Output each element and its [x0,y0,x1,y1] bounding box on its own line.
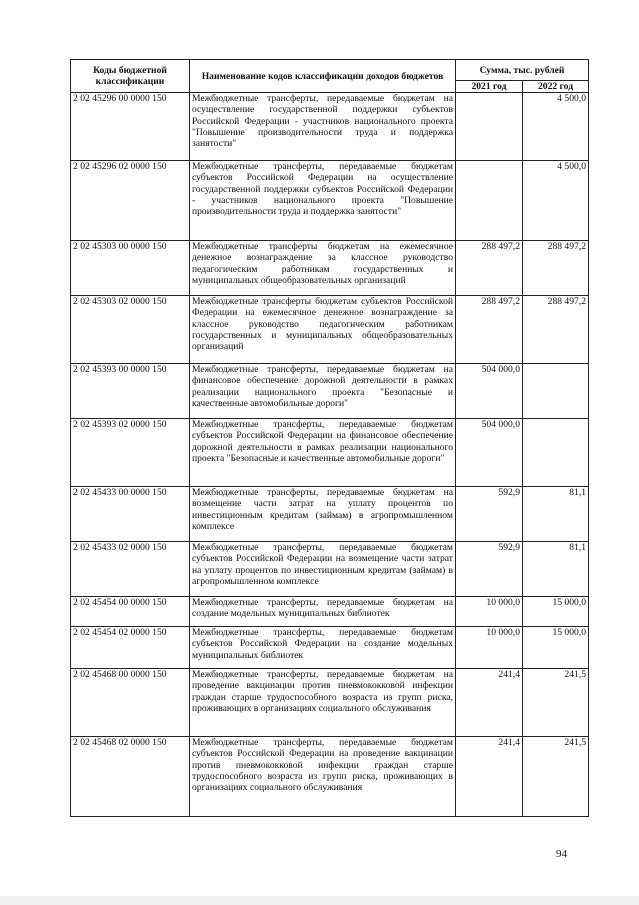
name-cell: Межбюджетные трансферты, передаваемые бюджетам субъектов Российской Федерации на финансовое обеспечение дорожной деятельности в рамках реализации национального проекта "Безопасные и качественные автомобильные дороги" [190,419,456,487]
header-year-2022: 2022 год [523,81,589,93]
sum-2021-cell: 288 497,2 [456,241,523,296]
code-cell: 2 02 45454 00 0000 150 [71,597,190,627]
sum-2022-cell: 241,5 [523,737,589,817]
name-cell: Межбюджетные трансферты, передаваемые бюджетам субъектов Российской Федерации на проведение вакцинации против пневмококковой инфекции граждан старше трудоспособного возраста из групп риска, проживающих в организациях социального обслуживания [190,737,456,817]
name-cell: Межбюджетные трансферты, передаваемые бюджетам на проведение вакцинации против пневмококковой инфекции граждан старше трудоспособного возраста из групп риска, проживающих в организациях социального обслуживания [190,669,456,737]
name-cell: Межбюджетные трансферты, передаваемые бюджетам на возмещение части затрат на уплату процентов по инвестиционным кредитам (займам) в агропромышленном комплексе [190,487,456,542]
table-row [71,364,589,419]
code-cell: 2 02 45433 00 0000 150 [71,487,190,542]
table-row [71,161,589,241]
table-row [71,296,589,364]
code-cell: 2 02 45433 02 0000 150 [71,542,190,597]
sum-2021-cell: 241,4 [456,737,523,817]
sum-2021-cell [456,161,523,241]
sum-2021-cell [456,93,523,161]
table-row [71,419,589,487]
code-cell: 2 02 45303 00 0000 150 [71,241,190,296]
header-year-2021: 2021 год [456,81,523,93]
sum-2021-cell: 592,9 [456,542,523,597]
sum-2021-cell: 592,9 [456,487,523,542]
sum-2022-cell: 15 000,0 [523,627,589,669]
table-row [71,542,589,597]
header-name-column: Наименование кодов классификации доходов бюджетов [190,60,456,93]
code-cell: 2 02 45454 02 0000 150 [71,627,190,669]
name-cell: Межбюджетные трансферты, передаваемые бюджетам на осуществление государственной поддержки субъектов Российской Федерации - участников национального проекта "Повышение производительности труда и поддержка занятости" [190,93,456,161]
header-code-column: Коды бюджетной классификации [71,60,190,93]
sum-2022-cell: 241,5 [523,669,589,737]
scan-bottom-edge [0,896,639,905]
name-cell: Межбюджетные трансферты, передаваемые бюджетам субъектов Российской Федерации на создание модельных муниципальных библиотек [190,627,456,669]
code-cell: 2 02 45296 02 0000 150 [71,161,190,241]
table-row [71,669,589,737]
sum-2022-cell: 288 497,2 [523,241,589,296]
name-cell: Межбюджетные трансферты, передаваемые бюджетам субъектов Российской Федерации на осуществление государственной поддержки субъектов Российской Федерации - участников национального проекта "Повышение производительности труда и поддержка занятости" [190,161,456,241]
sum-2021-cell: 10 000,0 [456,597,523,627]
sum-2022-cell [523,419,589,487]
sum-2022-cell: 4 500,0 [523,93,589,161]
code-cell: 2 02 45393 02 0000 150 [71,419,190,487]
table-row [71,627,589,669]
sum-2022-cell: 81,1 [523,542,589,597]
table-row [71,241,589,296]
sum-2021-cell: 504 000,0 [456,419,523,487]
name-cell: Межбюджетные трансферты, передаваемые бюджетам субъектов Российской Федерации на возмещение части затрат на уплату процентов по инвестиционным кредитам (займам) в агропромышленном комплексе [190,542,456,597]
sum-2021-cell: 504 000,0 [456,364,523,419]
sum-2022-cell: 4 500,0 [523,161,589,241]
code-cell: 2 02 45468 02 0000 150 [71,737,190,817]
sum-2022-cell: 15 000,0 [523,597,589,627]
table-body [71,93,589,817]
sum-2022-cell: 288 497,2 [523,296,589,364]
sum-2021-cell: 288 497,2 [456,296,523,364]
budget-revenue-table [70,59,589,817]
header-sum-column: Сумма, тыс. рублей [456,60,589,81]
name-cell: Межбюджетные трансферты, передаваемые бюджетам на финансовое обеспечение дорожной деятельности в рамках реализации национального проекта "Безопасные и качественные автомобильные дороги" [190,364,456,419]
sum-2021-cell: 10 000,0 [456,627,523,669]
table-row [71,93,589,161]
table-row [71,487,589,542]
sum-2022-cell: 81,1 [523,487,589,542]
code-cell: 2 02 45468 00 0000 150 [71,669,190,737]
page-number: 94 [556,848,567,860]
sum-2022-cell [523,364,589,419]
code-cell: 2 02 45296 00 0000 150 [71,93,190,161]
name-cell: Межбюджетные трансферты бюджетам на ежемесячное денежное вознаграждение за классное руководство педагогическим работникам государственных и муниципальных общеобразовательных организаций [190,241,456,296]
name-cell: Межбюджетные трансферты бюджетам субъектов Российской Федерации на ежемесячное денежное вознаграждение за классное руководство педагогическим работникам государственных и муниципальных общеобразовательных организаций [190,296,456,364]
sum-2021-cell: 241,4 [456,669,523,737]
table-row [71,737,589,817]
table-row [71,597,589,627]
code-cell: 2 02 45393 00 0000 150 [71,364,190,419]
code-cell: 2 02 45303 02 0000 150 [71,296,190,364]
name-cell: Межбюджетные трансферты, передаваемые бюджетам на создание модельных муниципальных библиотек [190,597,456,627]
